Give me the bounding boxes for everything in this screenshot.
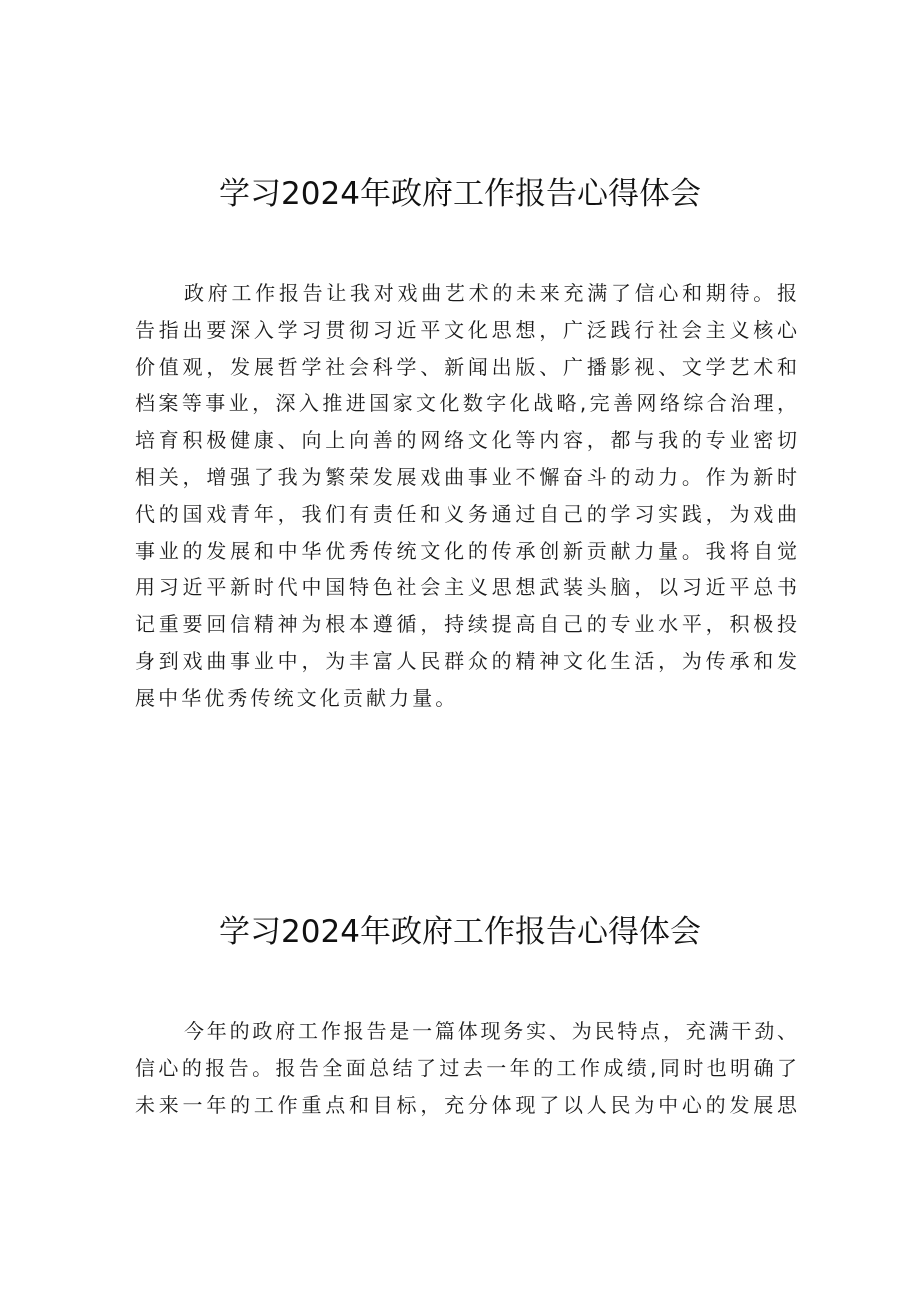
section-2-paragraph [135, 1013, 801, 1123]
paragraph-line: 今年的政府工作报告是一篇体现务实、为民特点，充满干劲、 [184, 1019, 800, 1043]
section-1-paragraph [135, 275, 801, 717]
paragraph-line: 告指出要深入学习贯彻习近平文化思想，广泛践行社会主义核心 [135, 317, 801, 342]
section-1-title: 学习2024年政府工作报告心得体会 [219, 176, 701, 212]
paragraph-line: 代的国戏青年，我们有责任和义务通过自己的学习实践，为戏曲 [135, 501, 801, 526]
paragraph-line: 身到戏曲事业中，为丰富人民群众的精神文化生活，为传承和发 [135, 648, 801, 673]
section-2-title: 学习2024年政府工作报告心得体会 [219, 914, 701, 950]
paragraph-line: 用习近平新时代中国特色社会主义思想武装头脑，以习近平总书 [135, 575, 801, 600]
paragraph-line: 档案等事业，深入推进国家文化数字化战略,完善网络综合治理， [135, 391, 801, 416]
paragraph-line: 展中华优秀传统文化贡献力量。 [135, 685, 459, 710]
paragraph-line: 价值观，发展哲学社会科学、新闻出版、广播影视、文学艺术和 [135, 354, 801, 379]
paragraph-line: 政府工作报告让我对戏曲艺术的未来充满了信心和期待。报 [184, 281, 801, 305]
paragraph-line: 事业的发展和中华优秀传统文化的传承创新贡献力量。我将自觉 [135, 538, 801, 563]
paragraph-line: 未来一年的工作重点和目标，充分体现了以人民为中心的发展思 [135, 1092, 801, 1117]
paragraph-line: 信心的报告。报告全面总结了过去一年的工作成绩,同时也明确了 [135, 1055, 801, 1080]
paragraph-line: 记重要回信精神为根本遵循，持续提高自己的专业水平，积极投 [135, 612, 801, 637]
paragraph-line: 相关，增强了我为繁荣发展戏曲事业不懈奋斗的动力。作为新时 [135, 464, 801, 489]
paragraph-line: 培育积极健康、向上向善的网络文化等内容，都与我的专业密切 [135, 428, 801, 453]
